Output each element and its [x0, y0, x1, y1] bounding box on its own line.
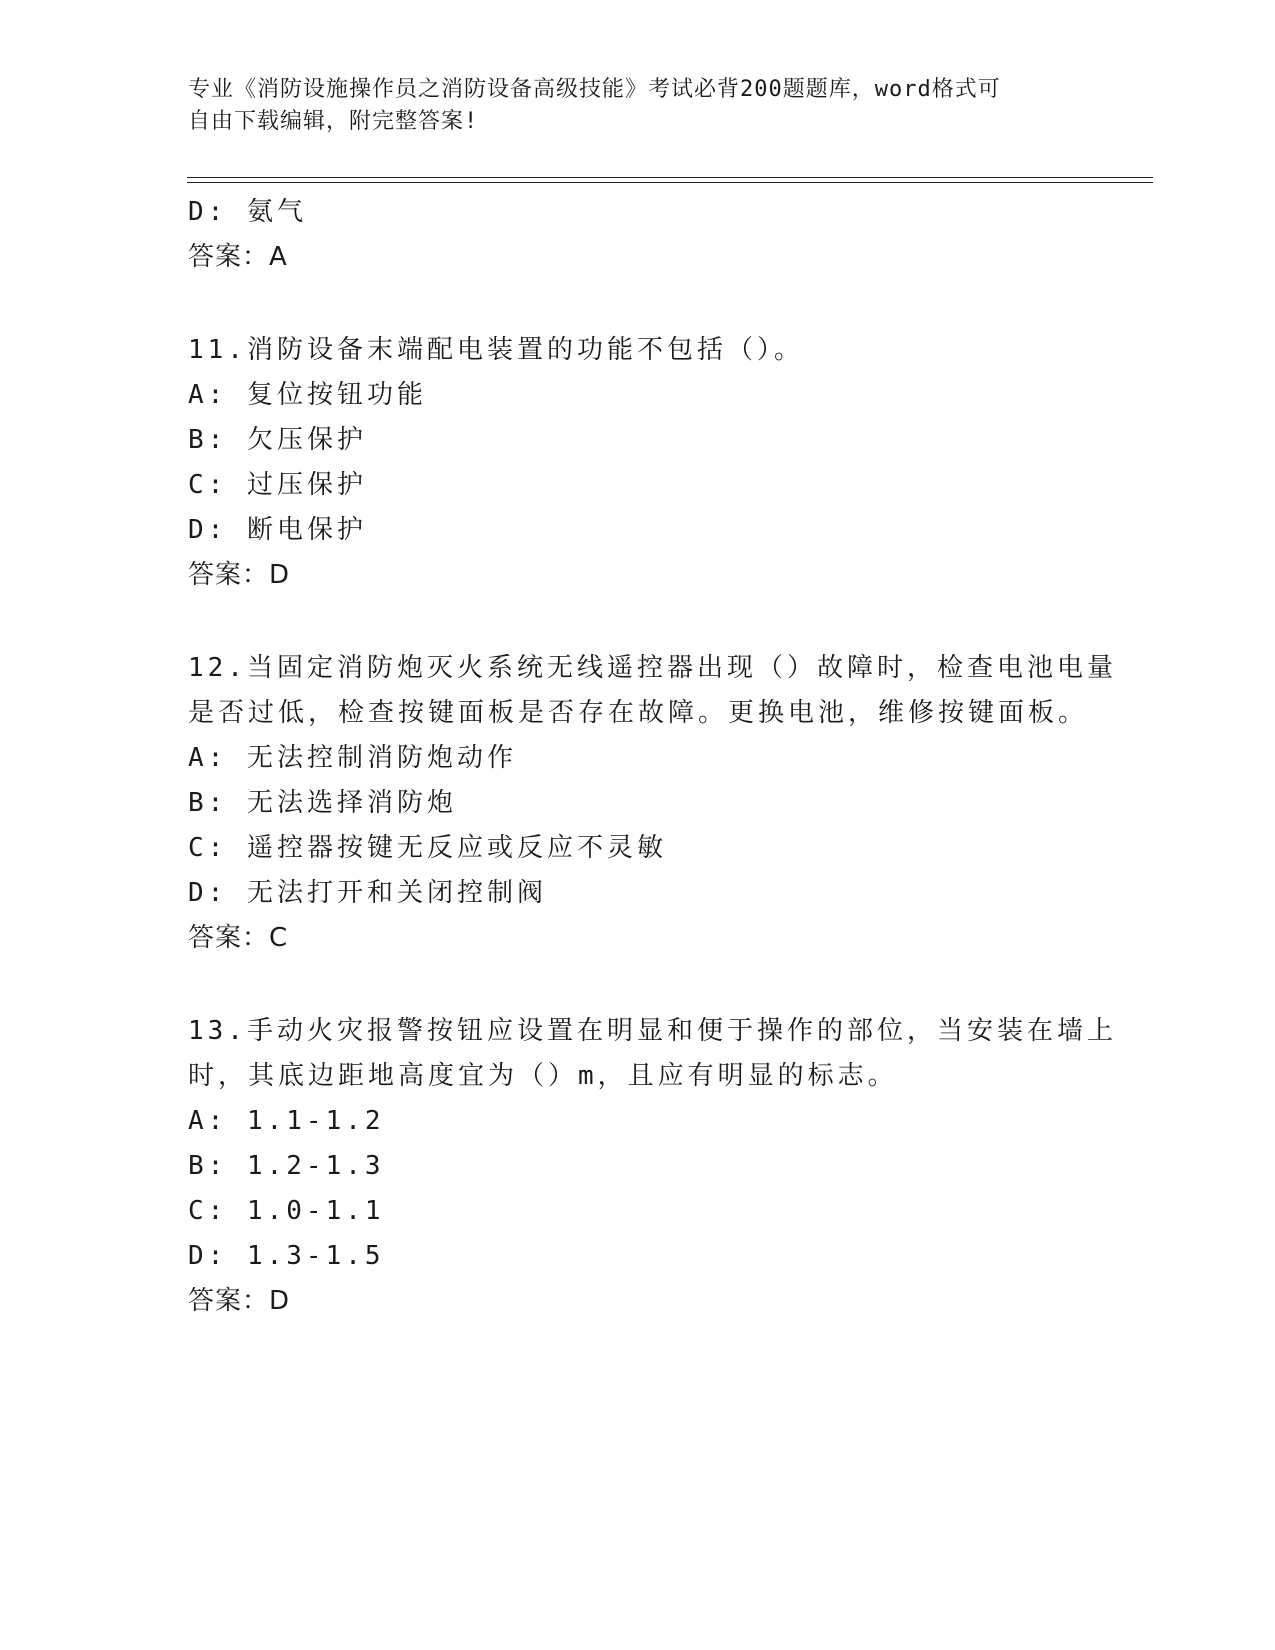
question-stem: 13.手动火灾报警按钮应设置在明显和便于操作的部位，当安装在墙上	[188, 1016, 1117, 1046]
header-line-1: 专业《消防设施操作员之消防设备高级技能》考试必背200题题库，word格式可	[188, 77, 1001, 102]
option-d: D: 1.3-1.5	[188, 1241, 385, 1271]
option-c: C: 过压保护	[188, 470, 367, 500]
option-d: D: 氨气	[188, 197, 307, 227]
header-divider-top	[187, 177, 1153, 178]
option-c: C: 1.0-1.1	[188, 1196, 385, 1226]
question-stem-continued: 是否过低，检查按键面板是否存在故障。更换电池，维修按键面板。	[188, 698, 1089, 728]
option-d: D: 无法打开和关闭控制阀	[188, 878, 547, 908]
option-b: B: 1.2-1.3	[188, 1151, 385, 1181]
answer-line: 答案：D	[188, 1286, 291, 1316]
question-stem-continued: 时，其底边距地高度宜为（）m，且应有明显的标志。	[188, 1061, 898, 1091]
question-12	[188, 646, 1117, 961]
option-a: A: 1.1-1.2	[188, 1106, 385, 1136]
option-b: B: 欠压保护	[188, 425, 367, 455]
option-d: D: 断电保护	[188, 515, 367, 545]
answer-line: 答案：C	[188, 923, 289, 953]
header-line-2: 自由下载编辑，附完整答案!	[188, 109, 479, 134]
question-13	[188, 1009, 1117, 1324]
question-stem: 12.当固定消防炮灭火系统无线遥控器出现（）故障时，检查电池电量	[188, 653, 1117, 683]
question-content	[188, 190, 1117, 1324]
header-divider-bottom	[187, 182, 1153, 183]
answer-line: 答案：D	[188, 560, 291, 590]
option-a: A: 复位按钮功能	[188, 380, 427, 410]
option-b: B: 无法选择消防炮	[188, 788, 457, 818]
document-header	[188, 74, 1088, 138]
option-c: C: 遥控器按键无反应或反应不灵敏	[188, 833, 667, 863]
answer-line: 答案：A	[188, 242, 288, 272]
question-stem: 11.消防设备末端配电装置的功能不包括（）。	[188, 335, 804, 365]
question-11	[188, 328, 1088, 598]
question-fragment	[188, 190, 1088, 280]
option-a: A: 无法控制消防炮动作	[188, 743, 517, 773]
